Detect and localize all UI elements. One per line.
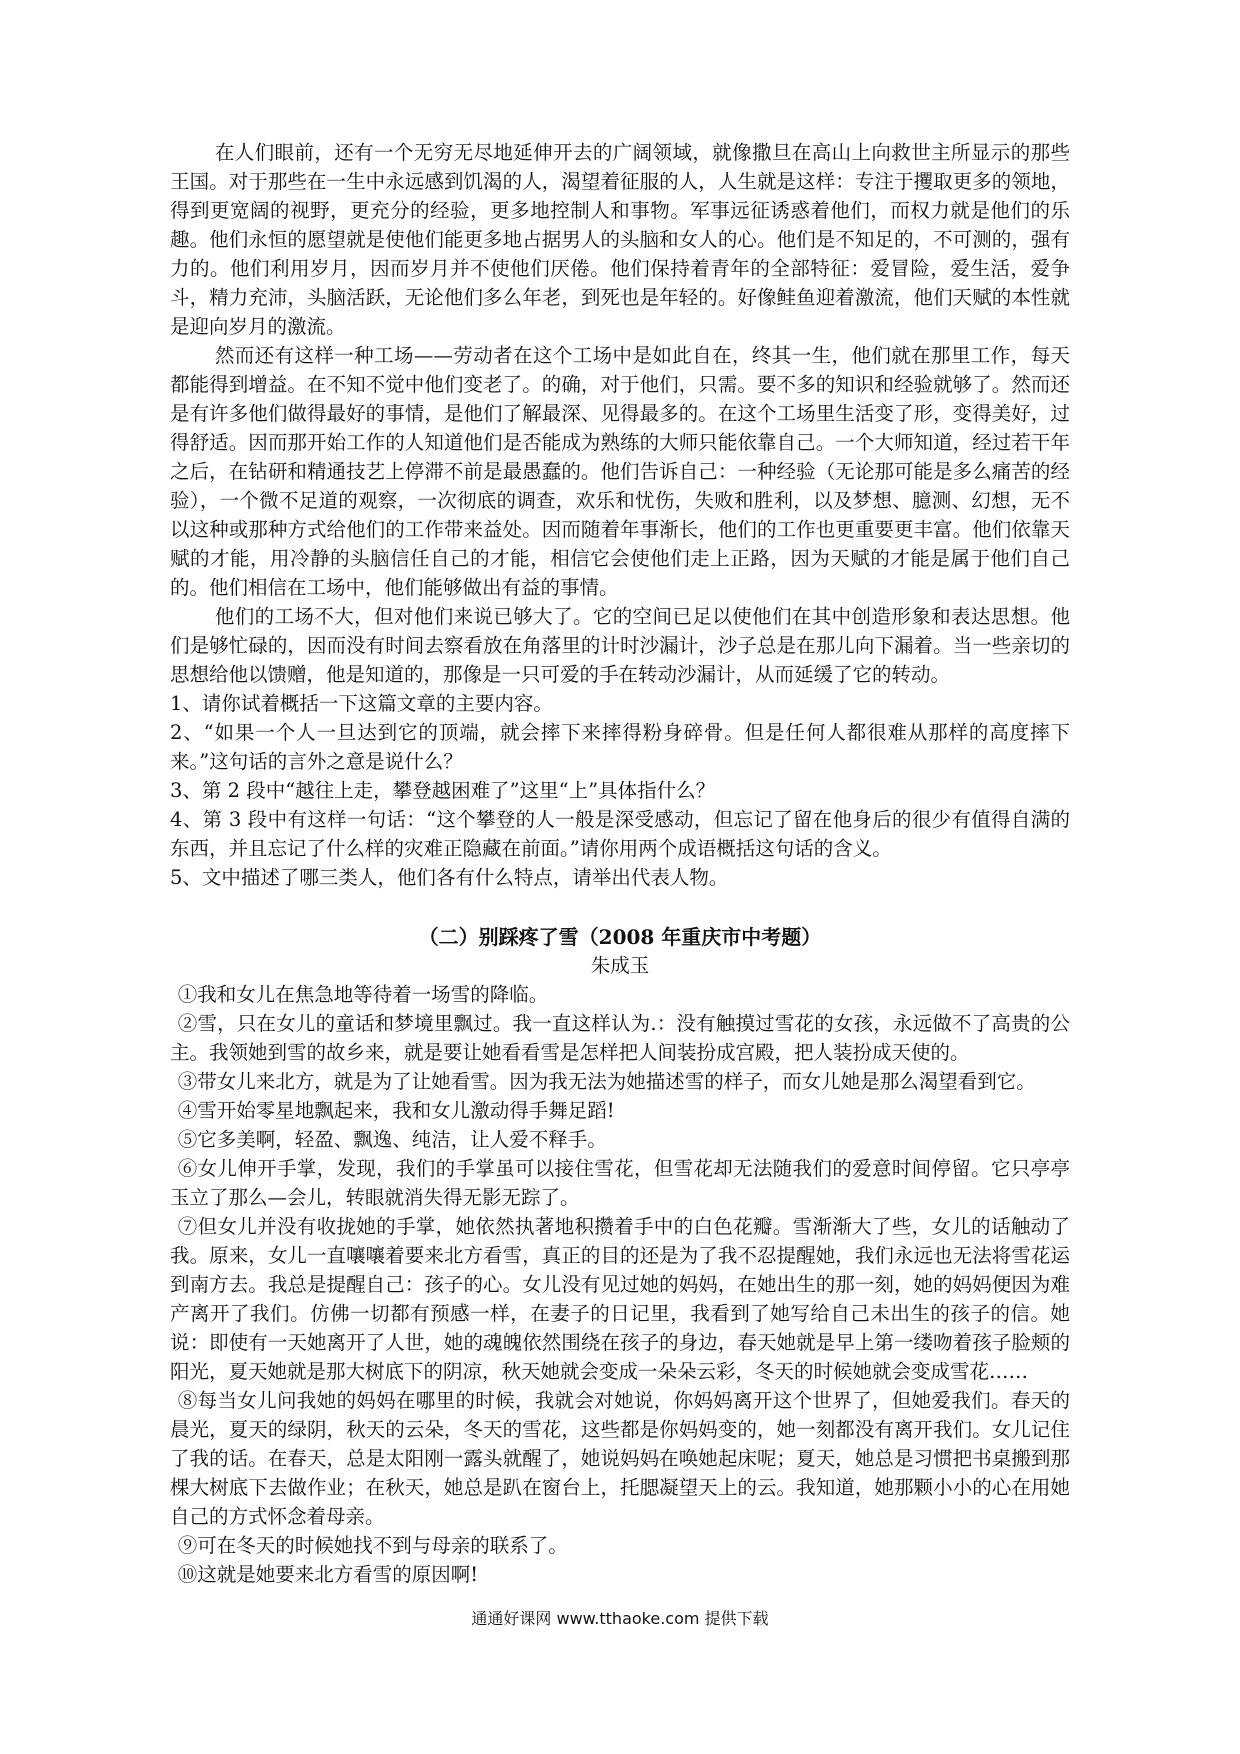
passage2-title: （二）别踩疼了雪（2008 年重庆市中考题） [418,925,822,949]
question-2: 2、“如果一个人一旦达到它的顶端，就会摔下来摔得粉身碎骨。但是任何人都很难从那样的高度摔下来。”这句话的言外之意是说什么？ [170,721,1070,773]
passage2-paragraph-6: ⑥女儿伸开手掌，发现，我们的手掌虽可以接住雪花，但雪花却无法随我们的爱意时间停留。它只亭亭玉立了那么—会儿，转眼就消失得无影无踪了。 [170,1157,1070,1209]
passage1-paragraph-2: 然而还有这样一种工场——劳动者在这个工场中是如此自在，终其一生，他们就在那里工作，每天都能得到增益。在不知不觉中他们变老了。的确，对于他们，只需。要不多的知识和经验就够了。然而还是有许多他们做得最好的事情，是他们了解最深、见得最多的。在这个工场里生活变了形，变得美好，过得舒适。因而那开始工作的人知道他们是否能成为熟练的大师只能依靠自己。一个大师知道，经过若干年之后，在钻研和精通技艺上停滞不前是最愚蠢的。他们告诉自己：一种经验（无论那可能是多么痛苦的经验），一个微不足道的观察，一次彻底的调查，欢乐和忧伤，失败和胜利，以及梦想、臆测、幻想，无不以这种或那种方式给他们的工作带来益处。因而随着年事渐长，他们的工作也更重要更丰富。他们依靠天赋的才能，用冷静的头脑信任自己的才能，相信它会使他们走上正路，因为天赋的才能是属于他们自己的。他们相信在工场中，他们能够做出有益的事情。 [170,344,1070,599]
section-spacer [170,892,1070,918]
passage2-paragraph-8: ⑧每当女儿问我她的妈妈在哪里的时候，我就会对她说，你妈妈离开这个世界了，但她爱我们。春天的晨光，夏天的绿阴，秋天的云朵，冬天的雪花，这些都是你妈妈变的，她一刻都没有离开我们。女儿记住了我的话。在春天，总是太阳刚一露头就醒了，她说妈妈在唤她起床呢；夏天，她总是习惯把书桌搬到那棵大树底下去做作业；在秋天，她总是趴在窗台上，托腮凝望天上的云。我知道，她那颗小小的心在用她自己的方式怀念着母亲。 [170,1389,1070,1528]
passage2-paragraph-3: ③带女儿来北方，就是为了让她看雪。因为我无法为她描述雪的样子，而女儿她是那么渴望看到它。 [177,1070,1036,1093]
passage2-paragraph-7: ⑦但女儿并没有收拢她的手掌，她依然执著地积攒着手中的白色花瓣。雪渐渐大了些，女儿的话触动了我。原来，女儿一直嚷嚷着要来北方看雪，真正的目的还是为了我不忍提醒她，我们永远也无法将雪花运到南方去。我总是提醒自己：孩子的心。女儿没有见过她的妈妈，在她出生的那一刻，她的妈妈便因为难产离开了我们。仿佛一切都有预感一样，在妻子的日记里，我看到了她写给自己未出生的孩子的信。她说：即使有一天她离开了人世，她的魂魄依然围绕在孩子的身边，春天她就是早上第一缕吻着孩子脸颊的阳光，夏天她就是那大树底下的阴凉，秋天她就会变成一朵朵云彩，冬天的时候她就会变成雪花…… [170,1215,1070,1383]
document-page [170,138,1070,1589]
question-3: 3、第 2 段中“越往上走，攀登越困难了”这里“上”具体指什么？ [170,779,716,802]
passage2-paragraph-9: ⑨可在冬天的时候她找不到与母亲的联系了。 [177,1534,568,1557]
passage2-paragraph-1: ①我和女儿在焦急地等待着一场雪的降临。 [177,983,549,1006]
page-footer: 通通好课网 www.tthaoke.com 提供下载 [471,1609,769,1628]
passage2-paragraph-2: ②雪，只在女儿的童话和梦境里飘过。我一直这样认为.：没有触摸过雪花的女孩，永远做不了高贵的公主。我领她到雪的故乡来，就是要让她看看雪是怎样把人间装扮成宫殿，把人装扮成天使的。 [170,1012,1070,1064]
passage2-paragraph-4: ④雪开始零星地飘起来，我和女儿激动得手舞足蹈! [177,1099,615,1122]
passage2-paragraph-5: ⑤它多美啊，轻盈、飘逸、纯洁，让人爱不释手。 [177,1128,607,1151]
passage2-author: 朱成玉 [590,954,650,977]
passage1-paragraph-3: 他们的工场不大，但对他们来说已够大了。它的空间已足以使他们在其中创造形象和表达思想。他们是够忙碌的，因而没有时间去察看放在角落里的计时沙漏计，沙子总是在那儿向下漏着。当一些亲切的思想给他以馈赠，他是知道的，那像是一只可爱的手在转动沙漏计，从而延缓了它的转动。 [170,605,1070,686]
passage1-paragraph-1: 在人们眼前，还有一个无穷无尽地延伸开去的广阔领域，就像撒旦在高山上向救世主所显示的那些王国。对于那些在一生中永远感到饥渴的人，渴望着征服的人，人生就是这样：专注于攫取更多的领地，得到更宽阔的视野，更充分的经验，更多地控制人和事物。军事远征诱惑着他们，而权力就是他们的乐趣。他们永恒的愿望就是使他们能更多地占据男人的头脑和女人的心。他们是不知足的，不可测的，强有力的。他们利用岁月，因而岁月并不使他们厌倦。他们保持着青年的全部特征：爱冒险，爱生活，爱争斗，精力充沛，头脑活跃，无论他们多么年老，到死也是年轻的。好像鲑鱼迎着激流，他们天赋的本性就是迎向岁月的激流。 [170,141,1070,338]
passage2-paragraph-10: ⑩这就是她要来北方看雪的原因啊! [177,1563,479,1586]
question-5: 5、文中描述了哪三类人，他们各有什么特点，请举出代表人物。 [170,866,729,889]
question-4: 4、第 3 段中有这样一句话：“这个攀登的人一般是深受感动，但忘记了留在他身后的很少有值得自满的东西，并且忘记了什么样的灾难正隐藏在前面。”请你用两个成语概括这句话的含义。 [170,808,1070,860]
question-1: 1、请你试着概括一下这篇文章的主要内容。 [170,692,553,715]
